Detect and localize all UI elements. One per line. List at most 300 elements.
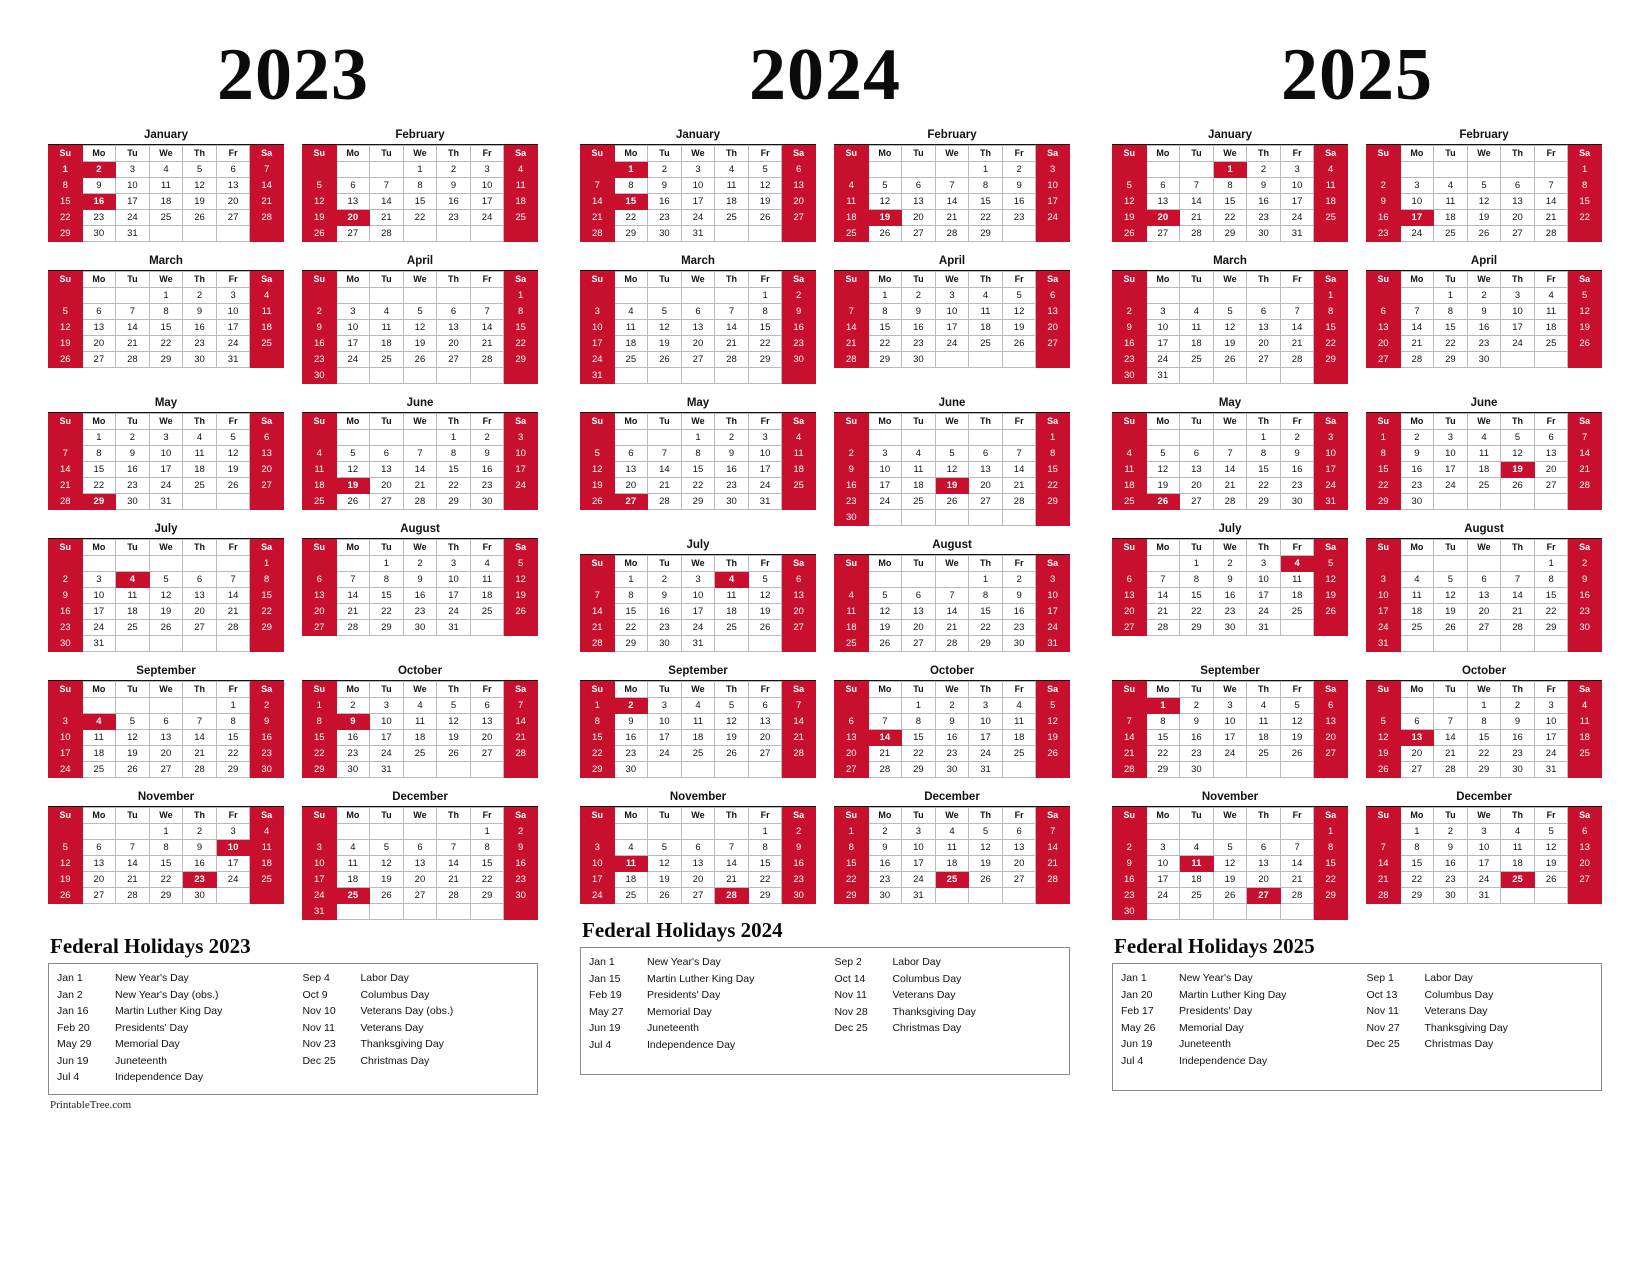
day-cell: 25 [1247, 746, 1281, 762]
day-cell: 5 [370, 840, 404, 856]
day-cell-empty [1434, 698, 1468, 714]
day-cell: 4 [1434, 178, 1468, 194]
day-cell: 24 [1247, 604, 1281, 620]
weekday-header: Fr [1280, 808, 1314, 824]
day-cell-empty [1314, 762, 1348, 778]
day-cell: 8 [149, 840, 183, 856]
day-cell-empty [1314, 620, 1348, 636]
day-cell: 16 [1180, 730, 1214, 746]
month-block [834, 664, 1070, 778]
week-row [303, 698, 538, 714]
day-cell: 30 [648, 226, 682, 242]
weekday-header-row [1113, 682, 1348, 698]
day-cell: 27 [216, 210, 250, 226]
weekday-header: Th [183, 682, 217, 698]
holiday-date: Oct 9 [302, 988, 328, 1001]
day-cell: 31 [149, 494, 183, 510]
day-cell-holiday: 19 [868, 210, 902, 226]
day-cell-empty [403, 288, 437, 304]
day-cell-empty [614, 288, 648, 304]
day-cell: 10 [902, 840, 936, 856]
day-cell: 19 [581, 478, 615, 494]
weekday-header: Fr [748, 682, 782, 698]
day-cell-empty [748, 636, 782, 652]
month-table [48, 145, 284, 242]
day-cell-empty [149, 636, 183, 652]
day-cell-empty [902, 162, 936, 178]
day-cell-holiday: 16 [82, 194, 116, 210]
day-cell: 23 [715, 478, 749, 494]
day-cell: 21 [116, 872, 150, 888]
day-cell-empty [183, 636, 217, 652]
day-cell: 24 [336, 352, 370, 368]
day-cell: 7 [437, 840, 471, 856]
day-cell: 29 [149, 888, 183, 904]
month-block [1112, 128, 1348, 242]
day-cell: 25 [902, 494, 936, 510]
day-cell: 11 [336, 856, 370, 872]
day-cell: 30 [868, 888, 902, 904]
day-cell: 17 [969, 730, 1003, 746]
day-cell: 22 [149, 336, 183, 352]
day-cell-empty [1280, 762, 1314, 778]
day-cell: 17 [1467, 856, 1501, 872]
day-cell-holiday: 25 [336, 888, 370, 904]
day-cell: 26 [648, 888, 682, 904]
day-cell: 2 [1113, 304, 1147, 320]
weekday-header-row [1113, 540, 1348, 556]
day-cell: 25 [504, 210, 538, 226]
day-cell: 24 [648, 746, 682, 762]
day-cell: 23 [614, 746, 648, 762]
day-cell: 13 [902, 604, 936, 620]
weekday-header-row [835, 272, 1070, 288]
weekday-header: We [403, 146, 437, 162]
weekday-header: We [1213, 414, 1247, 430]
day-cell-empty [370, 368, 404, 384]
day-cell: 7 [1113, 714, 1147, 730]
day-cell-empty [581, 824, 615, 840]
day-cell: 24 [748, 478, 782, 494]
day-cell: 31 [370, 762, 404, 778]
week-row [581, 288, 816, 304]
day-cell: 12 [1534, 840, 1568, 856]
weekday-header: Th [1501, 682, 1535, 698]
day-cell: 10 [1467, 840, 1501, 856]
holiday-date: Jan 16 [57, 1005, 89, 1017]
month-block [1366, 396, 1602, 510]
holiday-name: Christmas Day [1424, 1038, 1494, 1050]
day-cell-empty [902, 430, 936, 446]
weekday-header: Sa [1036, 414, 1070, 430]
day-cell: 20 [1314, 730, 1348, 746]
week-row [581, 604, 816, 620]
weekday-header: Su [1367, 146, 1401, 162]
week-row [581, 226, 816, 242]
day-cell: 10 [1036, 588, 1070, 604]
week-row [1367, 698, 1602, 714]
day-cell: 24 [437, 604, 471, 620]
holiday-row [589, 954, 816, 971]
weekday-header: Th [1247, 808, 1281, 824]
day-cell: 20 [782, 194, 816, 210]
weekday-header: Tu [902, 556, 936, 572]
day-cell: 23 [437, 210, 471, 226]
day-cell: 4 [681, 698, 715, 714]
day-cell: 22 [250, 604, 284, 620]
weekday-header: Th [969, 414, 1003, 430]
day-cell: 20 [1247, 872, 1281, 888]
day-cell: 26 [648, 352, 682, 368]
day-cell-empty [336, 904, 370, 920]
day-cell: 17 [1036, 194, 1070, 210]
day-cell-empty [868, 430, 902, 446]
day-cell: 18 [303, 478, 337, 494]
day-cell-empty [183, 226, 217, 242]
day-cell: 28 [437, 888, 471, 904]
day-cell: 21 [504, 730, 538, 746]
day-cell: 7 [1213, 446, 1247, 462]
weekday-header-row [581, 808, 816, 824]
day-cell: 20 [250, 462, 284, 478]
day-cell: 18 [1534, 320, 1568, 336]
weekday-header: Mo [1400, 540, 1434, 556]
month-table [580, 145, 816, 242]
holiday-row [589, 1020, 816, 1037]
day-cell: 8 [748, 840, 782, 856]
holiday-name: New Year's Day [647, 956, 721, 968]
holiday-name: Presidents' Day [1179, 1005, 1253, 1017]
day-cell: 1 [82, 430, 116, 446]
day-cell: 18 [902, 478, 936, 494]
day-cell-empty [216, 226, 250, 242]
day-cell: 1 [902, 698, 936, 714]
day-cell: 28 [581, 636, 615, 652]
weekday-header: Mo [1400, 272, 1434, 288]
week-row [1113, 430, 1348, 446]
week-row [1367, 194, 1602, 210]
day-cell: 8 [1568, 178, 1602, 194]
day-cell: 13 [303, 588, 337, 604]
weekday-header: Sa [504, 808, 538, 824]
day-cell: 21 [935, 620, 969, 636]
weekday-header: Fr [470, 682, 504, 698]
weekday-header: Th [437, 146, 471, 162]
holiday-name: Thanksgiving Day [360, 1038, 444, 1050]
day-cell-empty [1400, 636, 1434, 652]
day-cell: 10 [581, 856, 615, 872]
day-cell-empty [1280, 824, 1314, 840]
weekday-header-row [303, 682, 538, 698]
day-cell: 26 [216, 478, 250, 494]
day-cell: 1 [969, 162, 1003, 178]
holiday-date: Nov 11 [1366, 1005, 1399, 1017]
day-cell: 26 [1367, 762, 1401, 778]
day-cell: 28 [116, 352, 150, 368]
day-cell-empty [1180, 368, 1214, 384]
day-cell-empty [648, 368, 682, 384]
week-row [1113, 824, 1348, 840]
day-cell: 5 [1568, 288, 1602, 304]
day-cell: 22 [681, 478, 715, 494]
day-cell-empty [1568, 636, 1602, 652]
week-row [1367, 430, 1602, 446]
day-cell: 17 [1146, 336, 1180, 352]
day-cell: 21 [581, 210, 615, 226]
day-cell: 6 [216, 162, 250, 178]
day-cell-empty [1501, 888, 1535, 904]
day-cell: 21 [782, 730, 816, 746]
day-cell: 26 [49, 352, 83, 368]
day-cell: 12 [216, 446, 250, 462]
day-cell-empty [648, 762, 682, 778]
day-cell: 6 [250, 430, 284, 446]
day-cell: 5 [504, 556, 538, 572]
month-table [580, 413, 816, 510]
day-cell: 17 [748, 462, 782, 478]
day-cell: 10 [1534, 714, 1568, 730]
month-block [48, 522, 284, 652]
day-cell: 28 [1280, 888, 1314, 904]
holiday-name: Labor Day [1424, 972, 1473, 984]
day-cell: 15 [581, 730, 615, 746]
day-cell: 15 [1146, 730, 1180, 746]
day-cell-empty [470, 904, 504, 920]
day-cell: 5 [1036, 698, 1070, 714]
day-cell: 12 [1036, 714, 1070, 730]
holiday-row [589, 1004, 816, 1021]
week-row [49, 304, 284, 320]
weekday-header: Tu [648, 682, 682, 698]
day-cell: 21 [868, 746, 902, 762]
month-name: January [580, 128, 816, 145]
day-cell: 9 [403, 572, 437, 588]
weekday-header: We [149, 808, 183, 824]
holiday-date: Oct 14 [834, 972, 866, 985]
day-cell: 27 [681, 352, 715, 368]
day-cell: 9 [648, 588, 682, 604]
day-cell-empty [82, 698, 116, 714]
holiday-name: Veterans Day (obs.) [360, 1005, 454, 1017]
day-cell-empty [935, 162, 969, 178]
day-cell-empty [935, 510, 969, 526]
month-table [1112, 539, 1348, 636]
day-cell: 26 [303, 226, 337, 242]
day-cell: 26 [1434, 620, 1468, 636]
day-cell: 14 [437, 856, 471, 872]
day-cell: 22 [216, 746, 250, 762]
day-cell: 22 [49, 210, 83, 226]
day-cell-holiday: 19 [935, 478, 969, 494]
holidays-table [580, 947, 1070, 1075]
weekday-header: Tu [116, 146, 150, 162]
day-cell: 20 [902, 210, 936, 226]
day-cell: 30 [303, 368, 337, 384]
day-cell: 20 [370, 478, 404, 494]
holiday-name: Veterans Day [360, 1021, 424, 1034]
day-cell: 11 [403, 714, 437, 730]
day-cell: 6 [1501, 178, 1535, 194]
day-cell: 5 [183, 162, 217, 178]
weekday-header: We [935, 682, 969, 698]
day-cell: 4 [1400, 572, 1434, 588]
weekday-header: Fr [1280, 272, 1314, 288]
week-row [581, 304, 816, 320]
day-cell: 28 [216, 620, 250, 636]
day-cell: 18 [470, 588, 504, 604]
day-cell: 16 [1113, 336, 1147, 352]
day-cell: 16 [470, 462, 504, 478]
day-cell-empty [715, 288, 749, 304]
day-cell: 15 [149, 320, 183, 336]
day-cell: 12 [1314, 572, 1348, 588]
month-name: March [580, 254, 816, 271]
weekday-header: We [1213, 540, 1247, 556]
day-cell: 1 [681, 430, 715, 446]
weekday-header: Su [581, 272, 615, 288]
day-cell-empty [470, 368, 504, 384]
day-cell: 9 [116, 446, 150, 462]
day-cell: 25 [782, 478, 816, 494]
day-cell-empty [868, 572, 902, 588]
day-cell: 10 [1280, 178, 1314, 194]
day-cell: 7 [49, 446, 83, 462]
day-cell: 25 [149, 210, 183, 226]
holiday-row [1121, 1053, 1348, 1070]
day-cell: 10 [1400, 194, 1434, 210]
day-cell: 27 [1534, 478, 1568, 494]
day-cell-empty [1247, 904, 1281, 920]
day-cell: 3 [1501, 288, 1535, 304]
day-cell-empty [1568, 494, 1602, 510]
day-cell: 25 [969, 336, 1003, 352]
holiday-date: Jun 19 [57, 1054, 89, 1067]
day-cell-empty [1146, 824, 1180, 840]
day-cell-empty [470, 288, 504, 304]
day-cell-empty [1534, 162, 1568, 178]
day-cell: 22 [1400, 872, 1434, 888]
weekday-header: Th [183, 146, 217, 162]
weekday-header: Mo [336, 682, 370, 698]
day-cell: 27 [835, 762, 869, 778]
day-cell-empty [868, 510, 902, 526]
day-cell-empty [504, 368, 538, 384]
day-cell: 10 [470, 178, 504, 194]
day-cell: 27 [782, 620, 816, 636]
day-cell: 8 [1400, 840, 1434, 856]
month-name: June [834, 396, 1070, 413]
day-cell: 16 [183, 320, 217, 336]
day-cell: 18 [336, 872, 370, 888]
holiday-name: Memorial Day [115, 1038, 180, 1050]
week-row [1113, 840, 1348, 856]
weekday-header: Sa [1314, 414, 1348, 430]
day-cell: 5 [1467, 178, 1501, 194]
day-cell: 28 [1213, 494, 1247, 510]
day-cell: 7 [116, 304, 150, 320]
weekday-header: Mo [1400, 146, 1434, 162]
week-row [1113, 210, 1348, 226]
day-cell: 11 [1534, 304, 1568, 320]
holiday-name: Columbus Day [360, 988, 430, 1001]
weekday-header: Fr [216, 272, 250, 288]
day-cell: 17 [1534, 730, 1568, 746]
day-cell: 24 [216, 872, 250, 888]
week-row [581, 698, 816, 714]
holidays-title: Federal Holidays 2024 [582, 918, 783, 942]
day-cell: 25 [183, 478, 217, 494]
day-cell: 22 [470, 872, 504, 888]
day-cell: 30 [614, 762, 648, 778]
day-cell: 23 [782, 872, 816, 888]
day-cell: 17 [1036, 604, 1070, 620]
day-cell: 7 [1400, 304, 1434, 320]
day-cell-empty [902, 572, 936, 588]
day-cell: 27 [303, 620, 337, 636]
week-row [303, 288, 538, 304]
day-cell: 8 [748, 304, 782, 320]
day-cell: 9 [1568, 572, 1602, 588]
day-cell-empty [116, 636, 150, 652]
day-cell: 12 [183, 178, 217, 194]
day-cell: 15 [969, 604, 1003, 620]
day-cell: 19 [648, 872, 682, 888]
weekday-header: Mo [868, 556, 902, 572]
weekday-header: Sa [504, 272, 538, 288]
week-row [835, 494, 1070, 510]
weekday-header: Fr [748, 272, 782, 288]
weekday-header: Su [1113, 272, 1147, 288]
day-cell: 11 [835, 604, 869, 620]
weekday-header: Tu [1180, 146, 1214, 162]
week-row [1113, 162, 1348, 178]
weekday-header: Tu [116, 414, 150, 430]
day-cell: 29 [370, 620, 404, 636]
day-cell: 18 [370, 336, 404, 352]
day-cell: 3 [1247, 556, 1281, 572]
holiday-row [302, 987, 529, 1004]
day-cell: 7 [1568, 430, 1602, 446]
day-cell-empty [748, 226, 782, 242]
weekday-header: Mo [1400, 808, 1434, 824]
weekday-header: Tu [1434, 414, 1468, 430]
day-cell: 31 [116, 226, 150, 242]
day-cell-empty [82, 556, 116, 572]
month-block [1112, 396, 1348, 510]
day-cell: 23 [303, 352, 337, 368]
day-cell: 26 [868, 636, 902, 652]
week-row [303, 194, 538, 210]
day-cell: 21 [935, 210, 969, 226]
day-cell-holiday: 1 [49, 162, 83, 178]
month-name: February [302, 128, 538, 145]
holidays-title: Federal Holidays 2023 [50, 934, 251, 958]
day-cell: 6 [1400, 714, 1434, 730]
day-cell-empty [1400, 162, 1434, 178]
day-cell: 30 [782, 352, 816, 368]
day-cell: 12 [1113, 194, 1147, 210]
day-cell: 19 [1146, 478, 1180, 494]
day-cell: 16 [183, 856, 217, 872]
day-cell: 20 [437, 336, 471, 352]
weekday-header: Fr [748, 556, 782, 572]
week-row [835, 178, 1070, 194]
day-cell: 9 [614, 714, 648, 730]
day-cell: 19 [1467, 210, 1501, 226]
day-cell: 22 [748, 336, 782, 352]
holiday-row [57, 1053, 284, 1070]
weekday-header: Mo [1146, 272, 1180, 288]
